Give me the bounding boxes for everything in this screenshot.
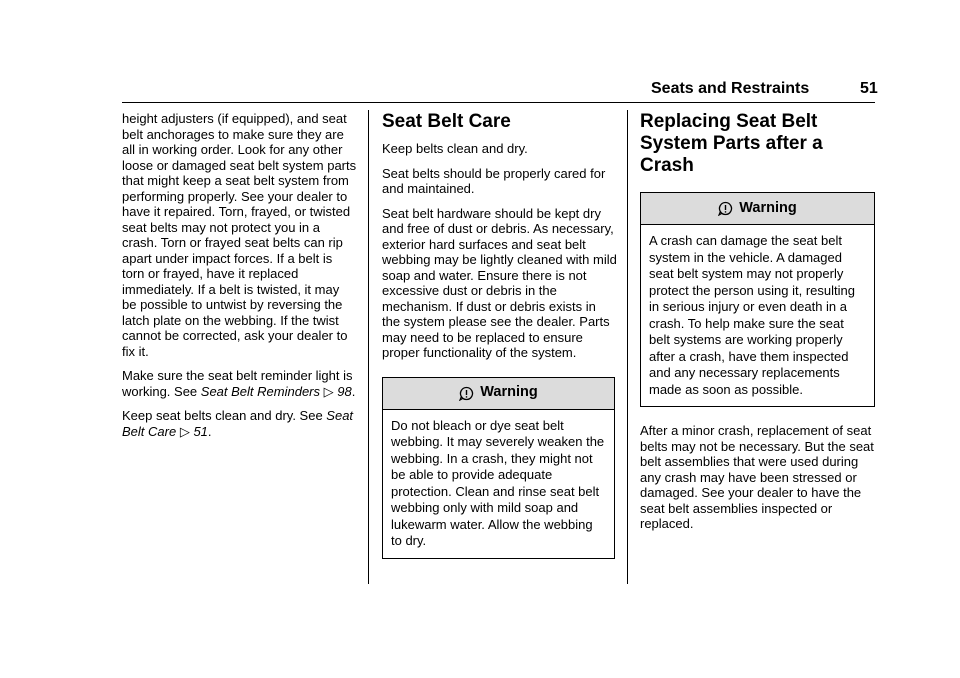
- paragraph-belt-inspection: height adjusters (if equipped), and seat belt anchorages to make sure they are all in working order. Look for any other loose or damaged seat belt system parts that might keep a seat belt system from performing properly. See your dealer to have it repaired. Torn, frayed, or twisted seat belts may not protect you in a crash. Torn or frayed seat belts can rip apart under impact forces. If a belt is torn or frayed, have it replaced immediately. If a belt is twisted, it may be possible to untwist by reversing the latch plate on the webbing. If the twist cannot be corrected, ask your dealer to fix it.: [122, 111, 357, 359]
- warning-body: A crash can damage the seat belt system in the vehicle. A damaged seat belt system may not properly protect the person using it, resulting in serious injury or even death in a crash. To help make sure the seat belt systems are working properly after a crash, have them inspected and any necessary replacements made as soon as possible.: [649, 233, 855, 397]
- column-divider-1: [368, 110, 369, 584]
- heading-replacing-parts: Replacing Seat Belt System Parts after a Crash: [640, 111, 823, 176]
- warning-box-crash: [640, 192, 875, 407]
- paragraph-hardware-care: Seat belt hardware should be kept dry and free of dust or debris. As necessary, exterior hard surfaces and seat belt webbing may be lightly cleaned with mild soap and water. Ensure there is not excessive dust or debris in the mechanism. If dust or debris exists in the system please see the dealer. Parts may need to be replaced to ensure proper functionality of the system.: [382, 205, 617, 360]
- link-seat-belt-reminders[interactable]: Seat Belt Reminders: [200, 383, 321, 399]
- heading-seat-belt-care: Seat Belt Care: [382, 111, 511, 132]
- column-divider-2: [627, 110, 628, 584]
- paragraph-reminder-light: Make sure the seat belt reminder light is working. See Seat Belt Reminders ▷ 98.: [122, 368, 356, 399]
- warning-icon: [718, 201, 733, 216]
- column-3: [640, 111, 880, 541]
- keep-clean-text: Keep seat belts clean and dry. See: [122, 408, 323, 423]
- page-ref-51[interactable]: 51: [193, 423, 208, 439]
- warning-title: Warning: [739, 199, 797, 216]
- paragraph-keep-clean-dry: Keep belts clean and dry.: [382, 141, 528, 156]
- section-title: Seats and Restraints: [651, 80, 810, 97]
- paragraph-minor-crash: After a minor crash, replacement of seat belts may not be necessary. But the seat belt assemblies that were used during any crash may have been stressed or damaged. See your dealer to have the seat belt assemblies inspected or replaced.: [640, 423, 874, 531]
- page-ref-triangle-icon: ▷: [179, 423, 190, 439]
- warning-icon: [459, 386, 474, 401]
- warning-title: Warning: [480, 384, 538, 401]
- page-number: 51: [860, 80, 878, 97]
- reminder-text: Make sure the seat belt reminder light is working. See: [122, 368, 353, 399]
- page-ref-triangle-icon: ▷: [323, 383, 334, 399]
- header-rule: [122, 102, 875, 103]
- column-2: [382, 111, 617, 559]
- warning-header: [383, 378, 614, 410]
- column-1: [122, 111, 357, 448]
- paragraph-properly-cared: Seat belts should be properly cared for and maintained.: [382, 165, 606, 196]
- link-seat-belt-care[interactable]: Seat Belt Care: [122, 408, 354, 439]
- warning-header: [641, 193, 874, 225]
- warning-body: Do not bleach or dye seat belt webbing. It may severely weaken the webbing. In a crash, they might not be able to provide adequate protection. Clean and rinse seat belt webbing only with mild soap and lukewarm water. Allow the webbing to dry.: [391, 417, 605, 548]
- warning-box-bleach: [382, 377, 615, 559]
- page-ref-98[interactable]: 98: [337, 383, 352, 399]
- paragraph-keep-clean: Keep seat belts clean and dry. See Seat Belt Care ▷ 51.: [122, 408, 354, 439]
